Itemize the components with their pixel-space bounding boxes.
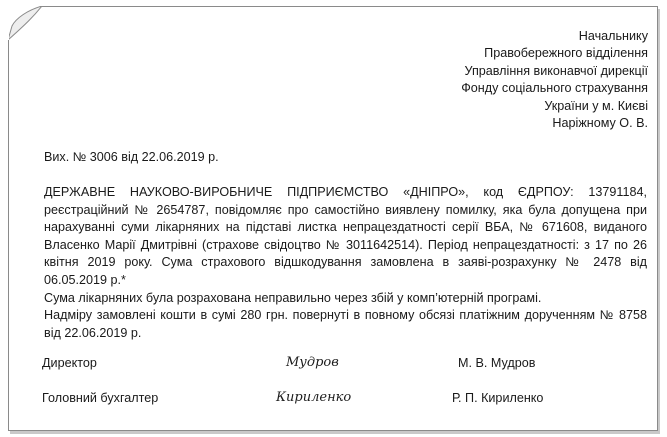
signer-role: Директор bbox=[42, 356, 97, 370]
handwritten-signature: Кириленко bbox=[276, 390, 352, 405]
signer-name: Р. П. Кириленко bbox=[452, 391, 544, 405]
body-paragraph: Сума лікарняних була розрахована неправильно через збій у комп’ютерній програмі. bbox=[44, 290, 542, 305]
page-curl-icon bbox=[8, 6, 42, 40]
addressee-line: Наріжному О. В. bbox=[552, 116, 648, 131]
letter-body bbox=[44, 184, 647, 342]
handwritten-signature: Мудров bbox=[286, 355, 339, 370]
addressee-line: Начальнику bbox=[578, 29, 648, 43]
signature-row-director bbox=[42, 356, 667, 376]
signature-row-accountant bbox=[42, 391, 667, 411]
addressee-block bbox=[461, 28, 648, 132]
body-paragraph: Надміру замовлені кошти в сумі 280 грн. повернуті в повному обсязі платіжним дорученням № 8758 від 22.06.2019 р. bbox=[44, 308, 647, 340]
addressee-line: України у м. Києві bbox=[544, 98, 648, 113]
signer-name: М. В. Мудров bbox=[458, 356, 536, 370]
signer-role: Головний бухгалтер bbox=[42, 391, 159, 405]
addressee-line: Фонду соціального страхування bbox=[461, 81, 648, 96]
body-paragraph: ДЕРЖАВНЕ НАУКОВО-ВИРОБНИЧЕ ПІДПРИЄМСТВО «ДНІПРО», код ЄДРПОУ: 13791184, реєстраційний № 2654787, повідомляє про самостійно виявлену помилку, яка була допущена при нарахуванні суми лікарняних на підставі листка непрацездатності серії ВБА, № 671608, виданого Власенко Марії Дмитрівні (страхове свідоцтво № 3011642514). Період непрацездатності: з 17 по 26 квітня 2019 року. Сума страхового відшкодування замовлена в заяві-розрахунку № 2478 від 06.05.2019 р.* bbox=[44, 185, 647, 287]
addressee-line: Управління виконавчої дирекції bbox=[464, 63, 648, 78]
outgoing-reference: Вих. № 3006 від 22.06.2019 р. bbox=[44, 150, 219, 164]
addressee-line: Правобережного відділення bbox=[484, 46, 648, 61]
